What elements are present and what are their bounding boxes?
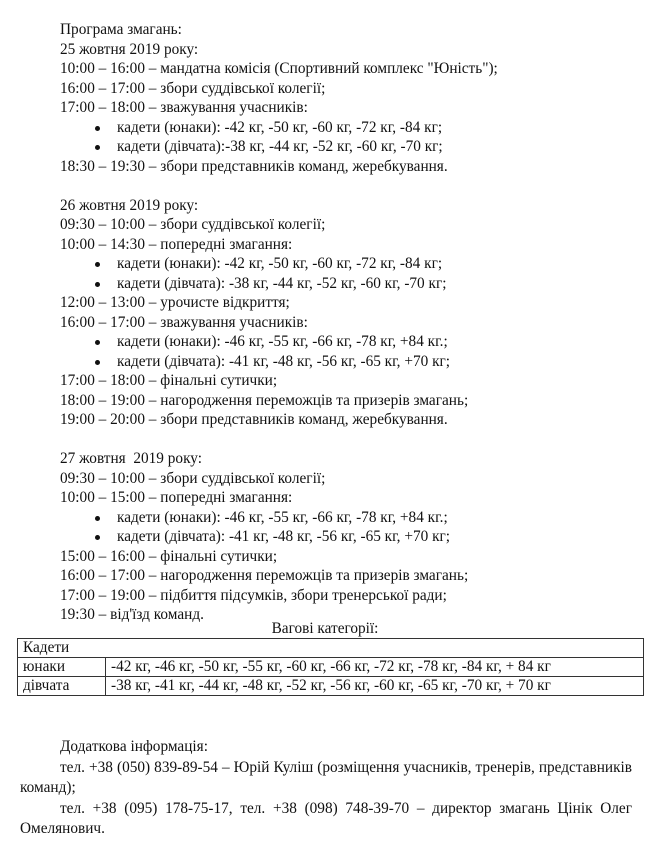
schedule-item: 19:30 – від'їзд команд. — [60, 606, 204, 623]
bullet-text: кадети (юнаки): -42 кг, -50 кг, -60 кг, -72 кг, -84 кг; — [117, 118, 443, 136]
table-header-cell: Кадети — [18, 639, 644, 658]
bullet-item — [60, 274, 640, 294]
contact-paragraph: тел. +38 (050) 839-89-54 – Юрій Куліш (розміщення учасників, тренерів, представників команд); — [20, 758, 632, 796]
schedule-item: 17:00 – 18:00 – зважування учасників: — [60, 99, 308, 116]
bullet-icon — [95, 262, 100, 267]
weights-table — [17, 638, 644, 696]
table-row-value: -42 кг, -46 кг, -50 кг, -55 кг, -60 кг, -66 кг, -72 кг, -78 кг, -84 кг, + 84 кг — [106, 658, 644, 677]
program-title: Програма змагань: — [60, 21, 182, 38]
bullet-text: кадети (дівчата): -41 кг, -48 кг, -56 кг, -65 кг, +70 кг; — [117, 528, 451, 545]
contact-paragraph: тел. +38 (095) 178-75-17, тел. +38 (098) 748-39-70 – директор змагань Цінік Олег Омелянович. — [20, 799, 632, 837]
bullet-item — [60, 527, 640, 547]
bullet-icon — [95, 126, 100, 131]
bullet-text: кадети (юнаки): -42 кг, -50 кг, -60 кг, -72 кг, -84 кг; — [117, 255, 443, 272]
table-row — [18, 658, 644, 677]
schedule-item: 16:00 – 17:00 – нагородження переможців та призерів змагань; — [60, 567, 469, 584]
bullet-icon — [95, 516, 100, 521]
bullet-icon — [95, 145, 100, 150]
bullet-icon — [95, 282, 100, 287]
schedule-item: 09:30 – 10:00 – збори суддівської колегії; — [60, 216, 326, 233]
bullet-icon — [95, 360, 100, 365]
bullet-item — [60, 332, 640, 352]
bullet-icon — [95, 340, 100, 345]
schedule-item: 18:00 – 19:00 – нагородження переможців та призерів змагань; — [60, 391, 469, 409]
schedule-item: 10:00 – 14:30 – попередні змагання: — [60, 235, 293, 253]
bullet-text: кадети (юнаки): -46 кг, -55 кг, -66 кг, -78 кг, +84 кг.; — [117, 333, 448, 350]
bullet-text: кадети (дівчата): -41 кг, -48 кг, -56 кг, -65 кг, +70 кг; — [117, 352, 451, 370]
bullet-item — [60, 352, 640, 372]
bullet-text: кадети (юнаки): -46 кг, -55 кг, -66 кг, -78 кг, +84 кг.; — [117, 508, 448, 526]
table-row — [18, 677, 644, 696]
competition-program — [60, 20, 640, 625]
schedule-item: 18:30 – 19:30 – збори представників команд, жеребкування. — [60, 157, 448, 175]
bullet-item — [60, 508, 640, 528]
schedule-item: 10:00 – 16:00 – мандатна комісія (Спортивний комплекс "Юність"); — [60, 60, 498, 77]
bullet-item — [60, 137, 640, 157]
schedule-item: 09:30 – 10:00 – збори суддівської колегії; — [60, 469, 326, 487]
bullet-text: кадети (дівчата): -38 кг, -44 кг, -52 кг, -60 кг, -70 кг; — [117, 274, 447, 292]
table-header-row — [18, 639, 644, 658]
spacer — [60, 430, 640, 450]
day-date: 26 жовтня 2019 року: — [60, 196, 199, 214]
schedule-item: 16:00 – 17:00 – зважування учасників: — [60, 313, 308, 331]
bullet-text: кадети (дівчата):-38 кг, -44 кг, -52 кг, -60 кг, -70 кг; — [117, 138, 443, 155]
bullet-item — [60, 254, 640, 274]
bullet-item — [60, 118, 640, 138]
schedule-item: 17:00 – 18:00 – фінальні сутички; — [60, 372, 278, 389]
table-row-label: юнаки — [18, 658, 106, 677]
schedule-item: 10:00 – 15:00 – попередні змагання: — [60, 489, 293, 506]
additional-info-title: Додаткова інформація: — [60, 738, 208, 755]
schedule-item: 12:00 – 13:00 – урочисте відкриття; — [60, 294, 290, 311]
schedule-item: 19:00 – 20:00 – збори представників команд, жеребкування. — [60, 411, 448, 428]
day-date: 27 жовтня 2019 року: — [60, 450, 202, 467]
bullet-icon — [95, 535, 100, 540]
weights-table-title: Вагові категорії: — [271, 620, 379, 637]
schedule-item: 15:00 – 16:00 – фінальні сутички; — [60, 547, 278, 565]
schedule-item: 16:00 – 17:00 – збори суддівської колегії; — [60, 79, 326, 97]
table-row-label: дівчата — [18, 677, 106, 696]
additional-info — [20, 737, 632, 840]
day-date: 25 жовтня 2019 року: — [60, 40, 199, 58]
spacer — [60, 176, 640, 196]
schedule-item: 17:00 – 19:00 – підбиття підсумків, збори тренерської ради; — [60, 586, 447, 604]
table-row-value: -38 кг, -41 кг, -44 кг, -48 кг, -52 кг, -56 кг, -60 кг, -65 кг, -70 кг, + 70 кг — [106, 677, 644, 696]
